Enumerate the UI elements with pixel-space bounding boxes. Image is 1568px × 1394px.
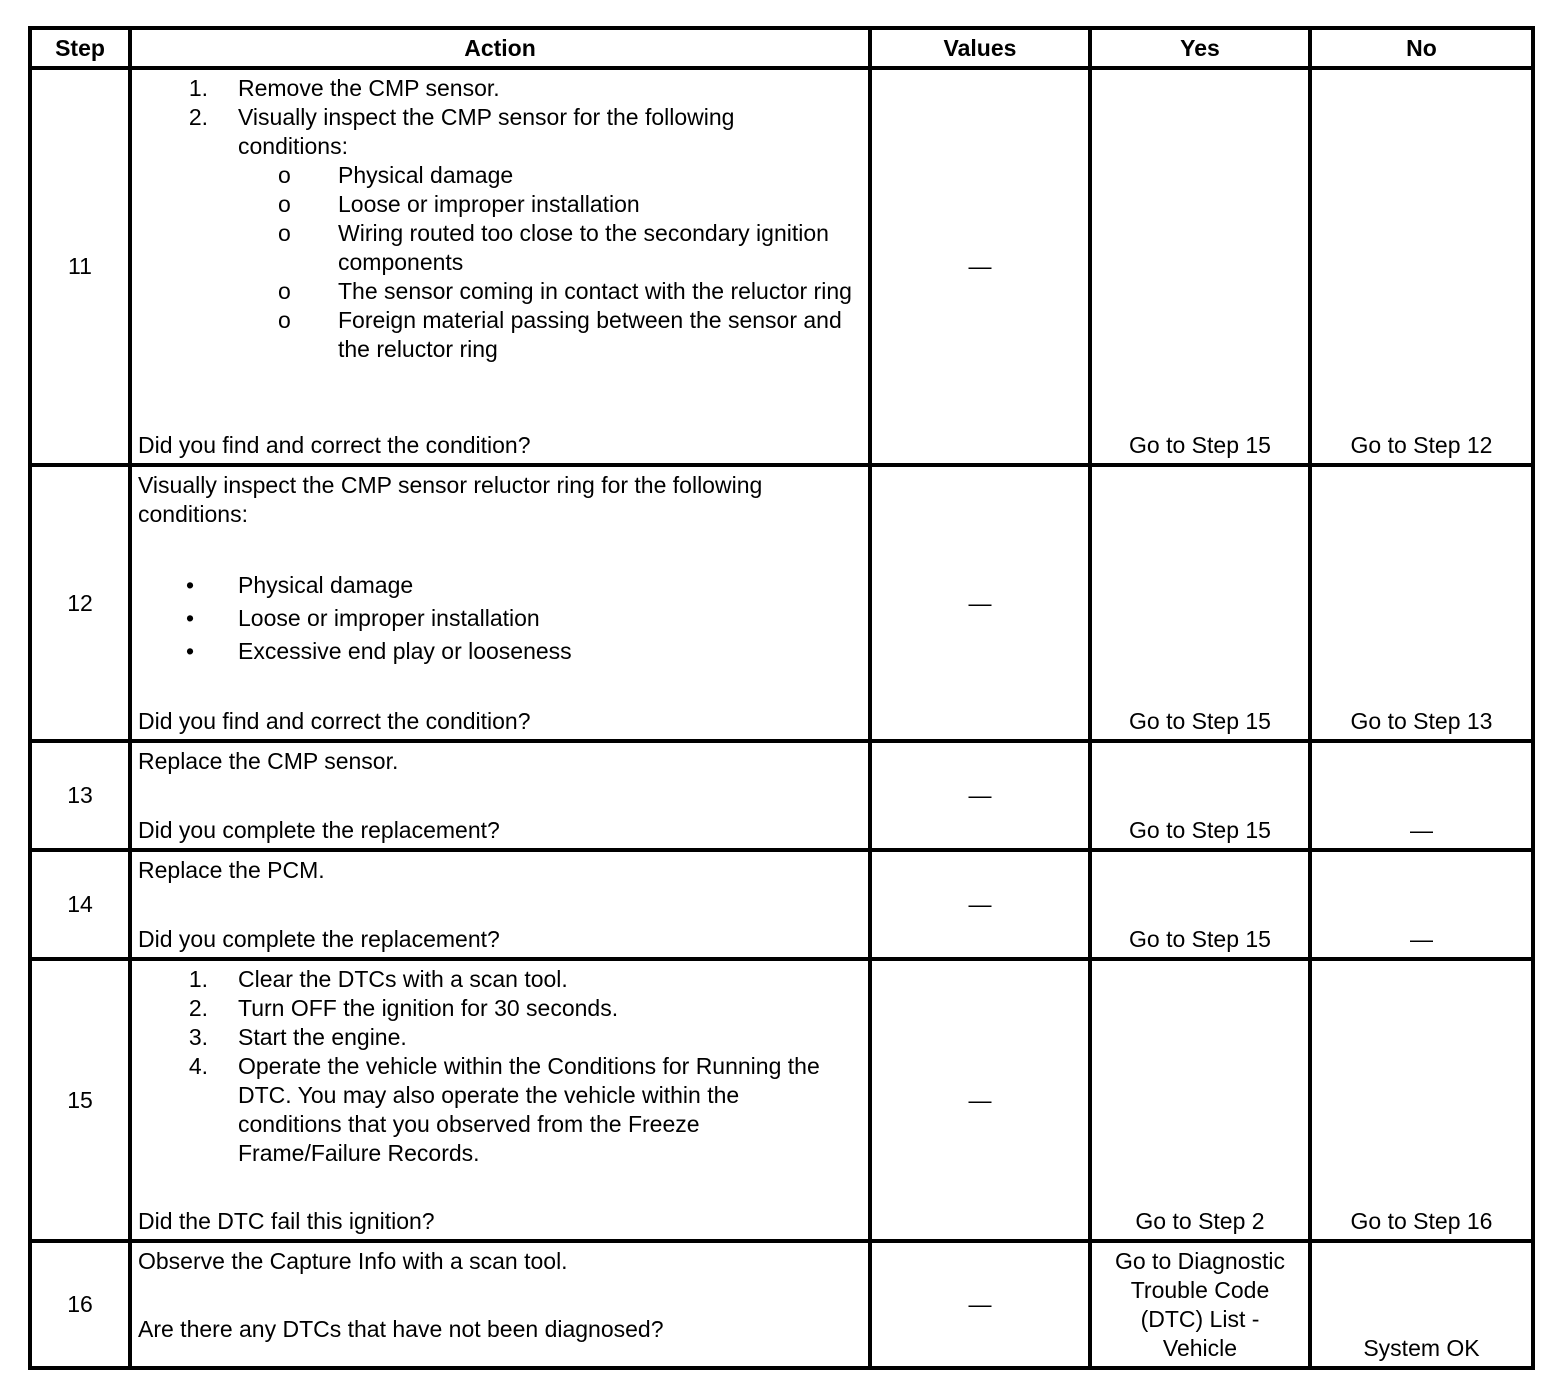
values-cell: — xyxy=(870,1241,1090,1368)
circle-bullet-icon: o xyxy=(278,162,291,188)
list-number: 2. xyxy=(188,995,208,1021)
sub-text: Foreign material passing between the sensor and the reluctor ring xyxy=(338,307,842,362)
question-text: Did you find and correct the condition? xyxy=(138,432,531,458)
list-item xyxy=(138,994,862,1023)
bullet-item xyxy=(138,571,862,600)
action-cell xyxy=(130,465,870,741)
bullet-item xyxy=(138,637,862,666)
list-item xyxy=(138,74,862,103)
header-step: Step xyxy=(30,28,130,68)
table-row xyxy=(30,959,1533,1241)
table-row xyxy=(30,1241,1533,1368)
header-action: Action xyxy=(130,28,870,68)
header-values: Values xyxy=(870,28,1090,68)
list-text: Visually inspect the CMP sensor for the following conditions: xyxy=(238,104,735,159)
yes-cell: Go to Step 15 xyxy=(1090,68,1310,465)
table-row xyxy=(30,741,1533,850)
header-no: No xyxy=(1310,28,1533,68)
table-row xyxy=(30,850,1533,959)
bullet-item xyxy=(138,604,862,633)
header-yes: Yes xyxy=(1090,28,1310,68)
table-row xyxy=(30,465,1533,741)
action-cell xyxy=(130,1241,870,1368)
step-number: 11 xyxy=(30,68,130,465)
intro-text: Observe the Capture Info with a scan tool. xyxy=(138,1248,568,1274)
sub-item xyxy=(138,190,862,219)
sub-item xyxy=(138,306,862,364)
question-text: Are there any DTCs that have not been diagnosed? xyxy=(138,1316,664,1342)
bullet-icon: • xyxy=(186,572,195,598)
yes-cell: Go to Step 15 xyxy=(1090,465,1310,741)
diagnostic-table xyxy=(28,26,1535,1370)
no-cell: System OK xyxy=(1310,1241,1533,1368)
no-cell: Go to Step 16 xyxy=(1310,959,1533,1241)
values-cell: — xyxy=(870,850,1090,959)
list-item xyxy=(138,103,862,161)
step-number: 14 xyxy=(30,850,130,959)
list-number: 2. xyxy=(188,104,208,130)
no-cell: Go to Step 13 xyxy=(1310,465,1533,741)
bullet-icon: • xyxy=(186,605,195,631)
yes-cell: Go to Diagnostic Trouble Code (DTC) List - Vehicle xyxy=(1090,1241,1310,1368)
list-text: Remove the CMP sensor. xyxy=(238,75,500,101)
sub-item xyxy=(138,277,862,306)
yes-cell: Go to Step 15 xyxy=(1090,741,1310,850)
list-item xyxy=(138,1023,862,1052)
question-text: Did you complete the replacement? xyxy=(138,926,500,952)
list-item xyxy=(138,1052,862,1168)
sub-item xyxy=(138,219,862,277)
intro-text: Replace the PCM. xyxy=(138,857,325,883)
list-text: Start the engine. xyxy=(238,1024,407,1050)
values-cell: — xyxy=(870,68,1090,465)
no-cell: — xyxy=(1310,741,1533,850)
bullet-text: Physical damage xyxy=(238,572,414,598)
intro-text: Visually inspect the CMP sensor reluctor ring for the following conditions: xyxy=(138,472,763,527)
step-number: 16 xyxy=(30,1241,130,1368)
intro-text: Replace the CMP sensor. xyxy=(138,748,399,774)
circle-bullet-icon: o xyxy=(278,191,291,217)
bullet-text: Loose or improper installation xyxy=(238,605,540,631)
question-text: Did you find and correct the condition? xyxy=(138,708,531,734)
action-cell xyxy=(130,850,870,959)
question-text: Did you complete the replacement? xyxy=(138,817,500,843)
list-number: 1. xyxy=(188,966,208,992)
action-cell xyxy=(130,741,870,850)
values-cell: — xyxy=(870,959,1090,1241)
question-text: Did the DTC fail this ignition? xyxy=(138,1208,435,1234)
bullet-icon: • xyxy=(186,638,195,664)
list-text: Turn OFF the ignition for 30 seconds. xyxy=(238,995,619,1021)
yes-cell: Go to Step 2 xyxy=(1090,959,1310,1241)
step-number: 13 xyxy=(30,741,130,850)
values-cell: — xyxy=(870,465,1090,741)
no-cell: Go to Step 12 xyxy=(1310,68,1533,465)
no-cell: — xyxy=(1310,850,1533,959)
list-number: 1. xyxy=(188,75,208,101)
yes-cell: Go to Step 15 xyxy=(1090,850,1310,959)
sub-text: Physical damage xyxy=(338,162,514,188)
circle-bullet-icon: o xyxy=(278,307,291,333)
list-item xyxy=(138,965,862,994)
header-row xyxy=(30,28,1533,68)
list-number: 3. xyxy=(188,1024,208,1050)
table-row xyxy=(30,68,1533,465)
sub-text: Wiring routed too close to the secondary ignition components xyxy=(338,220,829,275)
action-cell xyxy=(130,68,870,465)
action-cell xyxy=(130,959,870,1241)
circle-bullet-icon: o xyxy=(278,278,291,304)
sub-text: Loose or improper installation xyxy=(338,191,640,217)
list-number: 4. xyxy=(188,1053,208,1079)
values-cell: — xyxy=(870,741,1090,850)
list-text: Operate the vehicle within the Conditions for Running the DTC. You may also operate the vehicle within the conditions that you observed from the Freeze Frame/Failure Records. xyxy=(238,1053,820,1166)
circle-bullet-icon: o xyxy=(278,220,291,246)
step-number: 12 xyxy=(30,465,130,741)
step-number: 15 xyxy=(30,959,130,1241)
sub-item xyxy=(138,161,862,190)
sub-text: The sensor coming in contact with the reluctor ring xyxy=(338,278,852,304)
bullet-text: Excessive end play or looseness xyxy=(238,638,572,664)
list-text: Clear the DTCs with a scan tool. xyxy=(238,966,568,992)
